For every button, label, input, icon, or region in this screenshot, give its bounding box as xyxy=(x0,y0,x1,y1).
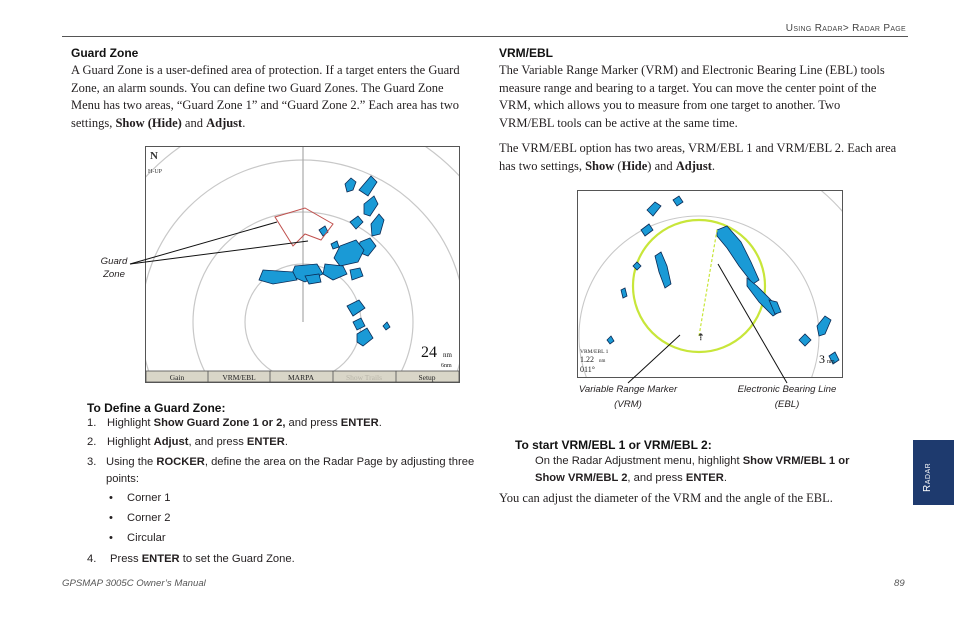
vrm-ebl-heading: VRM/EBL xyxy=(499,46,553,60)
closing-paragraph: You can adjust the diameter of the VRM and the angle of the EBL. xyxy=(499,491,833,505)
vrm-ebl-paragraph-2: The VRM/EBL option has two areas, VRM/EBL 1 and VRM/EBL 2. Each area has two settings, Show (Hide) and Adjust. xyxy=(499,141,897,173)
ebl-caption-line-2: (EBL) xyxy=(774,399,800,410)
softkey-marpa: MARPA xyxy=(288,373,314,382)
step-4-number: 4. xyxy=(87,553,97,565)
step-3-number: 3. xyxy=(87,456,97,468)
step-4-text: Press ENTER to set the Guard Zone. xyxy=(110,553,295,565)
readout-title: VRM/EBL 1 xyxy=(580,349,609,355)
north-indicator: N xyxy=(150,150,158,162)
guard-zone-heading: Guard Zone xyxy=(71,46,139,60)
range-value-2: 3 xyxy=(819,352,825,366)
bullet-corner-1: • Corner 1 xyxy=(109,492,171,504)
ring-spacing-label: 6nm xyxy=(441,363,452,369)
range-unit-2: nm xyxy=(827,359,835,365)
range-unit: nm xyxy=(443,351,452,359)
readout-range: 1.22 xyxy=(580,355,594,364)
running-header: Using Radar> Radar Page xyxy=(785,23,906,34)
readout-bearing: 011° xyxy=(580,365,595,374)
footer-manual-title: GPSMAP 3005C Owner’s Manual xyxy=(62,578,206,589)
heading-up-label: H-UP xyxy=(148,169,163,175)
step-3-text: Using the ROCKER, define the area on the Radar Page by adjusting three points: xyxy=(106,456,475,485)
step-2-number: 2. xyxy=(87,436,97,448)
procedure-heading: To Define a Guard Zone: xyxy=(87,401,226,415)
guard-zone-paragraph: A Guard Zone is a user-defined area of protection. If a target enters the Guard Zone, an alarm sounds. You can define two Guard Zones. The Guard Zone Menu has two areas, “Guard Zone 1” and “Guard Zone 2.” Each area has two settings, Show (Hide) and Adjust. xyxy=(71,63,460,130)
page-number: 89 xyxy=(894,578,905,589)
callout-line-1: Guard xyxy=(100,256,128,267)
bullet-circular: • Circular xyxy=(109,532,166,544)
section-tab-radar[interactable] xyxy=(913,440,954,505)
ebl-caption-line-1: Electronic Bearing Line xyxy=(737,384,837,395)
softkey-vrm-ebl: VRM/EBL xyxy=(222,373,256,382)
vrm-caption-line-2: (VRM) xyxy=(614,399,642,410)
readout-range-unit: nm xyxy=(599,359,606,364)
callout-line-2: Zone xyxy=(103,269,125,280)
section-tab-label: Radar xyxy=(922,462,933,492)
range-value: 24 xyxy=(421,344,437,361)
vrm-caption xyxy=(560,382,696,412)
step-2-text: Highlight Adjust, and press ENTER. xyxy=(107,436,288,448)
ebl-caption xyxy=(722,382,852,412)
vrm-caption-line-1: Variable Range Marker xyxy=(578,384,678,395)
softkey-gain: Gain xyxy=(169,373,185,382)
step-1-text: Highlight Show Guard Zone 1 or 2, and press ENTER. xyxy=(107,417,382,429)
vessel-marker: ⇡ xyxy=(697,332,705,342)
vrm-ebl-paragraph-1: The Variable Range Marker (VRM) and Electronic Bearing Line (EBL) tools measure range and bearing to a target. You can move the center point of the VRM, which allows you to measure from one target to another. Two VRM/EBL tools can be active at the same time. xyxy=(499,63,885,130)
start-vrm-heading: To start VRM/EBL 1 or VRM/EBL 2: xyxy=(515,438,712,452)
softkey-setup: Setup xyxy=(418,373,436,382)
step-1-number: 1. xyxy=(87,417,97,429)
bullet-corner-2: • Corner 2 xyxy=(109,512,171,524)
start-vrm-instruction: On the Radar Adjustment menu, highlight Show VRM/EBL 1 or Show VRM/EBL 2, and press ENTER. xyxy=(535,455,850,484)
softkey-show-trails: Show Trails xyxy=(345,373,383,382)
